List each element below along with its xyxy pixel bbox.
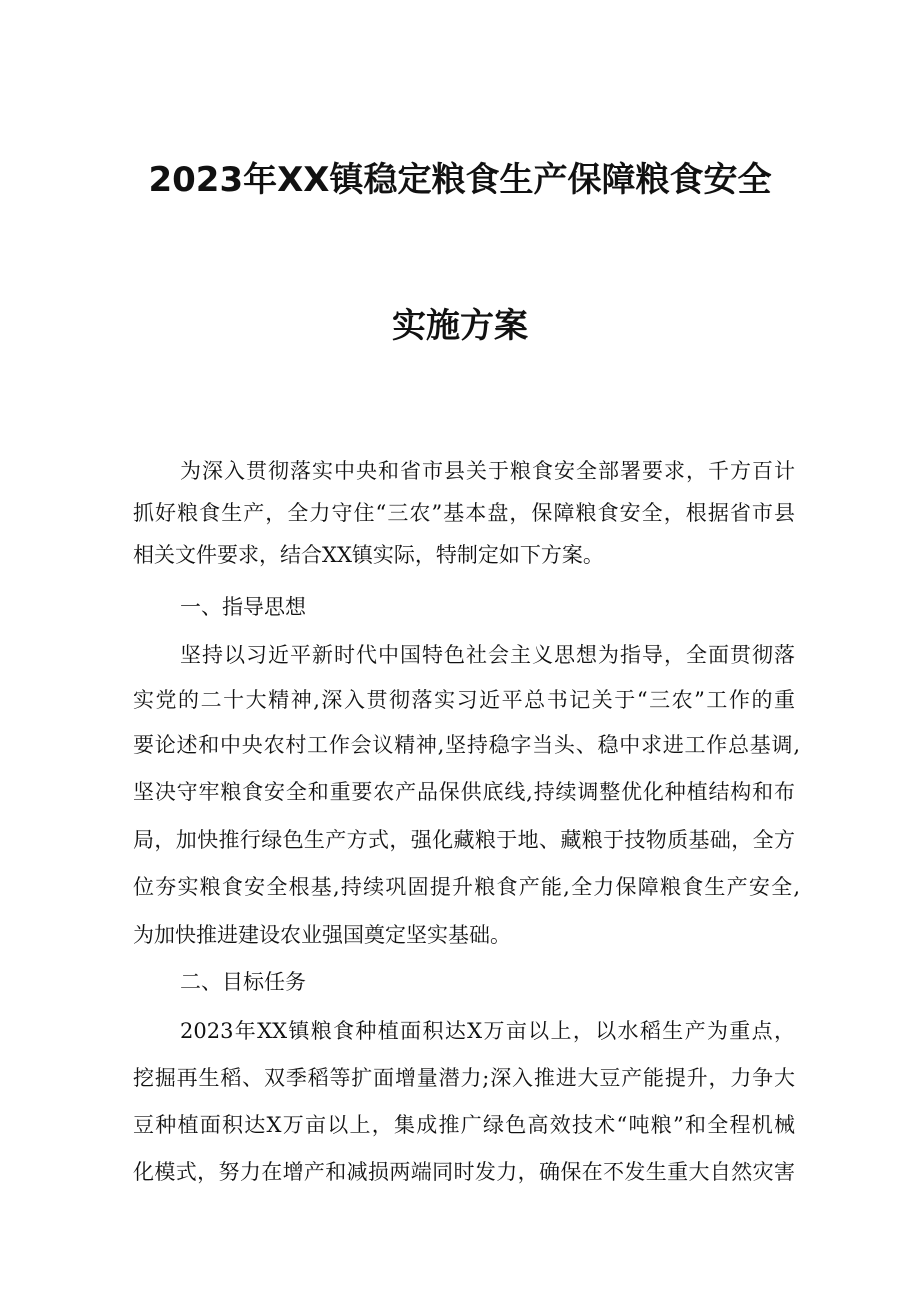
text-line: 为加快推进建设农业强国奠定坚实基础。 xyxy=(133,923,511,947)
text-line: 为深入贯彻落实中央和省市县关于粮食安全部署要求，千方百计 xyxy=(180,459,795,483)
text-line: 2023年XX镇粮食种植面积达X万亩以上，以水稻生产为重点， xyxy=(180,1019,795,1043)
section-heading-text: 二、目标任务 xyxy=(180,970,306,994)
document-title-line-1: 2023年XX镇稳定粮食生产保障粮食安全 xyxy=(148,160,772,200)
text-line: 位夯实粮食安全根基,持续巩固提升粮食产能,全力保障粮食生产安全, xyxy=(133,875,800,899)
section-heading-text: 一、指导思想 xyxy=(180,595,306,619)
text-line: 挖掘再生稻、双季稻等扩面增量潜力;深入推进大豆产能提升，力争大 xyxy=(133,1066,795,1090)
section2-paragraph-line xyxy=(0,1097,795,1247)
text-line: 要论述和中央农村工作会议精神,坚持稳字当头、稳中求进工作总基调, xyxy=(133,733,800,757)
document-title-line-2: 实施方案 xyxy=(392,306,528,346)
text-line: 坚持以习近平新时代中国特色社会主义思想为指导，全面贯彻落 xyxy=(180,643,795,667)
text-line: 抓好粮食生产，全力守住“三农”基本盘，保障粮食安全，根据省市县 xyxy=(133,501,795,525)
text-line: 坚决守牢粮食安全和重要农产品保供底线,持续调整优化种植结构和布 xyxy=(133,780,795,804)
text-line: 相关文件要求，结合XX镇实际，特制定如下方案。 xyxy=(133,543,604,567)
text-line: 局，加快推行绿色生产方式，强化藏粮于地、藏粮于技物质基础，全方 xyxy=(133,828,795,852)
text-line: 化模式，努力在增产和减损两端同时发力，确保在不发生重大自然灾害 xyxy=(133,1160,795,1184)
text-line: 豆种植面积达X万亩以上，集成推广绿色高效技术“吨粮”和全程机械 xyxy=(133,1113,795,1137)
text-line: 实党的二十大精神,深入贯彻落实习近平总书记关于“三农”工作的重 xyxy=(133,688,795,712)
